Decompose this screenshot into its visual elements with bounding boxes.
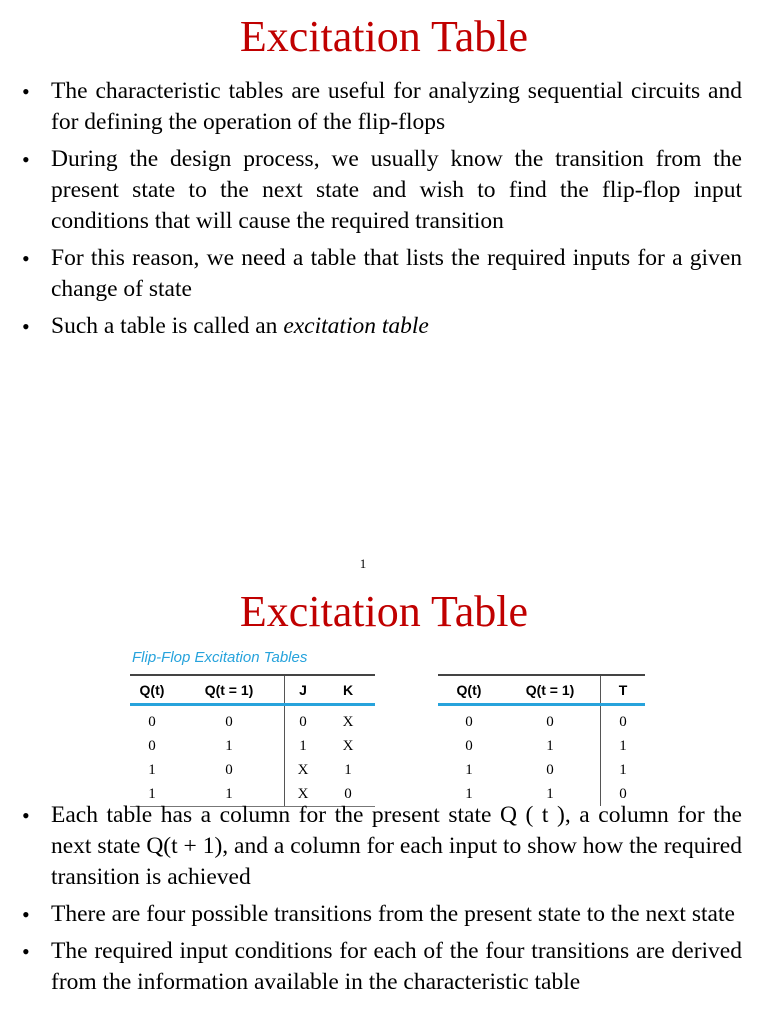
column-header: J [285,675,322,705]
table-cell: 1 [546,737,554,754]
column-header: T [601,675,646,705]
table-cell: 1 [174,782,285,807]
table-cell: 1 [601,734,646,758]
page-number: 1 [359,556,367,571]
bullet-item: • During the design process, we usually know the transition from the present state to the next state and wish to find the flip-flop input conditions that will cause the required transition [22,144,742,237]
table-cell: 1 [285,734,322,758]
table-cell: 0 [321,782,375,807]
table-row [438,734,645,758]
table-cell: 1 [344,761,352,778]
table-cell: 1 [225,737,233,754]
column-header: Q(t) [130,675,174,705]
table-cell: 0 [546,713,554,730]
column-header: K [321,675,375,705]
bullet-list [22,800,742,1004]
table-cell: 0 [285,705,322,735]
slide-title: Excitation Table [239,12,529,61]
table-cell: 0 [465,713,473,730]
bullet-item: • The characteristic tables are useful for analyzing sequential circuits and for defining the operation of the flip-flops [22,76,742,138]
table-cell: X [285,782,322,807]
column-header: Q(t = 1) [174,675,285,705]
bullet-item: • For this reason, we need a table that lists the required inputs for a given change of state [22,243,742,305]
table-cell: 0 [465,737,473,754]
table-cell: 1 [465,785,473,802]
bullet-item [22,311,742,342]
table-cell: 0 [601,705,646,735]
bullet-item: • There are four possible transitions from the present state to the next state [22,899,742,930]
table-cell: 1 [601,758,646,782]
slide-title: Excitation Table [239,587,529,636]
table-cell: 0 [225,713,233,730]
table-row [438,758,645,782]
bullet-text: Such a table is called an [51,313,284,339]
table-header-row [438,675,645,705]
bullet-item: • The required input conditions for each of the four transitions are derived from the information available in the characteristic table [22,936,742,998]
column-header: Q(t) [438,675,500,705]
table-cell: 0 [225,761,233,778]
table-row [130,734,375,758]
emphasis-term: excitation table [283,313,429,339]
table-row [130,758,375,782]
column-header: Q(t = 1) [500,675,601,705]
table-cell: X [342,713,354,730]
table-cell: 1 [130,782,174,807]
table-cell: X [342,737,354,754]
table-cell: 0 [148,713,156,730]
bullet-item: • Each table has a column for the present state Q ( t ), a column for the next state Q(t + 1), and a column for each input to show how the required transition is achieved [22,800,742,893]
table-row [438,705,645,735]
bullet-list [22,76,742,348]
table-cell: 0 [148,737,156,754]
table-cell: 1 [465,761,473,778]
t-excitation-table [438,674,645,806]
table-cell: 1 [546,785,554,802]
table-cell: 1 [148,761,156,778]
table-cell: 0 [546,761,554,778]
table-header-row [130,675,375,705]
table-caption: Flip-Flop Excitation Tables [132,649,308,666]
table-cell: 0 [601,782,646,806]
table-row [130,705,375,735]
table-cell: X [285,758,322,782]
jk-excitation-table [130,674,375,807]
